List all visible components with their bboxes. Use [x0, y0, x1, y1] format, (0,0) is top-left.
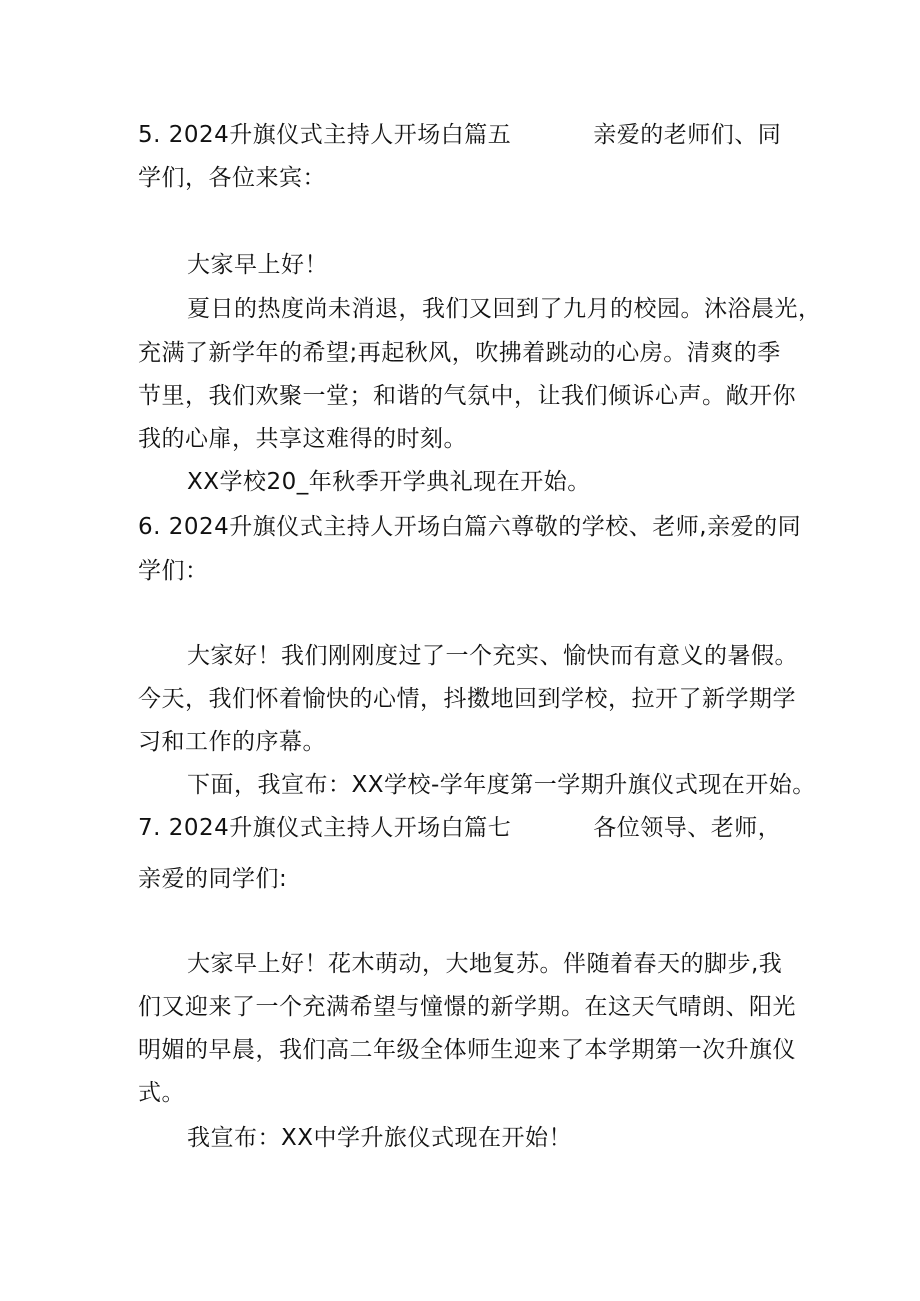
- section-5-para-2-line-2: 充满了新学年的希望;再起秋风，吹拂着跳动的心房。清爽的季: [138, 340, 781, 366]
- section-6-para-1-line-3: 习和工作的序幕。: [138, 729, 326, 755]
- section-7-heading: 7. 2024升旗仪式主持人开场白篇七: [138, 815, 512, 841]
- section-5-para-3: XX学校20_年秋季开学典礼现在开始。: [187, 469, 591, 495]
- section-7-para-1-line-1: 大家早上好！花木萌动，大地复苏。伴随着春天的脚步,我: [187, 951, 783, 977]
- section-6-para-1-line-1: 大家好！我们刚刚度过了一个充实、愉快而有意义的暑假。: [187, 643, 798, 669]
- section-7-heading-line: [138, 813, 781, 843]
- section-6-heading-line-1: 6. 2024升旗仪式主持人开场白篇六尊敬的学校、老师,亲爱的同: [138, 514, 802, 540]
- section-5-heading-line: [138, 120, 781, 150]
- section-7-para-1-line-2: 们又迎来了一个充满希望与憧憬的新学期。在这天气晴朗、阳光: [138, 994, 796, 1020]
- section-5-greeting-cont: 学们，各位来宾：: [138, 165, 326, 191]
- section-5-greeting: 亲爱的老师们、同: [593, 122, 782, 148]
- section-7-para-1-line-4: 式。: [138, 1080, 185, 1106]
- section-7-para-2: 我宣布：XX中学升旅仪式现在开始！: [187, 1125, 573, 1151]
- section-5-para-2-line-3: 节里，我们欢聚一堂；和谐的气氛中，让我们倾诉心声。敞开你: [138, 383, 796, 409]
- section-5-para-1: 大家早上好！: [187, 252, 328, 278]
- section-7-greeting-cont: 亲爱的同学们:: [138, 866, 288, 892]
- section-5-heading: 5. 2024升旗仪式主持人开场白篇五: [138, 122, 512, 148]
- section-5-para-2-line-4: 我的心扉，共享这难得的时刻。: [138, 426, 467, 452]
- section-7-greeting: 各位领导、老师，: [593, 815, 782, 841]
- section-6-para-1-line-2: 今天，我们怀着愉快的心情，抖擞地回到学校，拉开了新学期学: [138, 686, 796, 712]
- section-6-para-2: 下面，我宣布：XX学校-学年度第一学期升旗仪式现在开始。: [187, 772, 816, 798]
- section-7-para-1-line-3: 明媚的早晨，我们高二年级全体师生迎来了本学期第一次升旗仪: [138, 1037, 796, 1063]
- section-5-para-2-line-1: 夏日的热度尚未消退，我们又回到了九月的校园。沐浴晨光，: [187, 296, 822, 322]
- section-6-heading-line-2: 学们：: [138, 558, 209, 584]
